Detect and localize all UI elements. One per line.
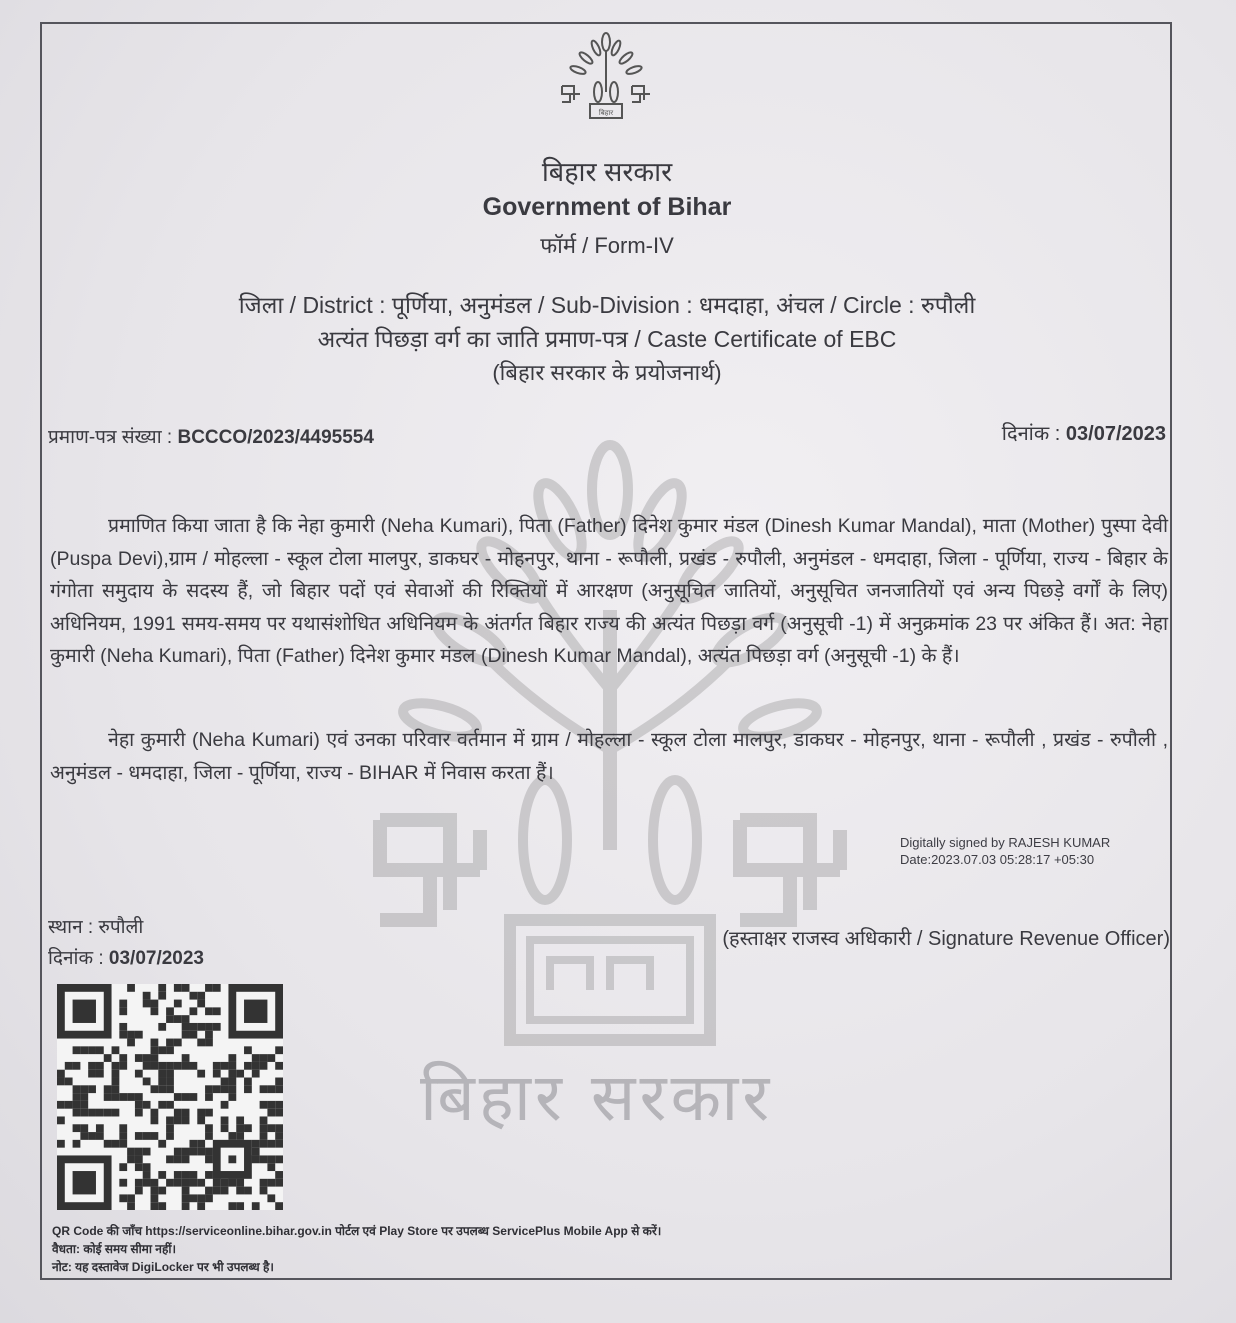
footer-validity: वैधता: कोई समय सीमा नहीं। (52, 1242, 176, 1256)
digital-signature-date: Date:2023.07.03 05:28:17 +05:30 (900, 852, 1095, 867)
title-hindi: बिहार सरकार (541, 157, 673, 187)
logo-text: बिहार (598, 110, 614, 117)
place-date-value: 03/07/2023 (108, 948, 204, 969)
district-line: जिला / District : पूर्णिया, अनुमंडल / Sub-Division : धमदाहा, अंचल / Circle : रुपौली (238, 292, 976, 318)
place-date (48, 944, 204, 970)
certificate-date-label: दिनांक : (1001, 423, 1066, 445)
place-date-label: दिनांक : (48, 948, 109, 969)
body-paragraph-1-text: प्रमाणित किया जाता है कि नेहा कुमारी (Neha Kumari), पिता (Father) दिनेश कुमार मंडल (Dinesh Kumar Mandal), माता (Mother) पुस्पा देवी (Puspa Devi),ग्राम / मोहल्ला - स्कूल टोला मालपुर, डाकघर - मोहनपुर, थाना - रूपौली, प्रखंड - रुपौली, अनुमंडल - धमदाहा, जिला - पूर्णिया, राज्य - बिहार के गंगोता समुदाय के सदस्य हैं, जो बिहार पदों एवं सेवाओं की रिक्तियों में आरक्षण (अनुसूचित जातियों, अनुसूचित जनजातियों एवं अन्य पिछड़े वर्गों के लिए) अधिनियम, 1991 समय-समय पर यथासंशोधित अधिनियम के अंतर्गत बिहार राज्य की अत्यंत पिछड़ा वर्ग (अनुसूची -1) में अनुक्रमांक 23 पर अंकित हैं। अत: नेहा कुमारी (Neha Kumari), पिता (Father) दिनेश कुमार मंडल (Dinesh Kumar Mandal), अत्यंत पिछड़ा वर्ग (अनुसूची -1) के हैं। (50, 515, 1168, 667)
form-label: फॉर्म / Form-IV (540, 233, 674, 258)
certificate-number-value: BCCCO/2023/4495554 (177, 427, 374, 448)
bihar-emblem-logo (556, 30, 656, 122)
caste-certificate-line: अत्यंत पिछड़ा वर्ग का जाति प्रमाण-पत्र / Caste Certificate of EBC (317, 326, 897, 352)
title-english: Government of Bihar (482, 193, 732, 221)
footer-notes (52, 1222, 661, 1276)
body-paragraph-1 (50, 510, 1168, 673)
certificate-date-value: 03/07/2023 (1065, 423, 1166, 445)
qr-code[interactable] (55, 984, 285, 1210)
certificate-number (48, 423, 374, 449)
certificate-number-label: प्रमाण-पत्र संख्या : (48, 427, 178, 448)
purpose-line: (बिहार सरकार के प्रयोजनार्थ) (492, 360, 722, 385)
watermark-text: बिहार सरकार (420, 1059, 774, 1136)
body-paragraph-2 (50, 724, 1168, 789)
footer-digilocker-note: नोट: यह दस्तावेज DigiLocker पर भी उपलब्ध है। (52, 1260, 274, 1274)
body-paragraph-2-text: नेहा कुमारी (Neha Kumari) एवं उनका परिवार वर्तमान में ग्राम / मोहल्ला - स्कूल टोला मालपुर, डाकघर - मोहनपुर, थाना - रूपौली , प्रखंड - रुपौली , अनुमंडल - धमदाहा, जिला - पूर्णिया, राज्य - BIHAR में निवास करता हैं। (50, 729, 1168, 784)
digital-signature (900, 834, 1110, 868)
footer-qr-note: QR Code की जाँच https://serviceonline.bihar.gov.in पोर्टल एवं Play Store पर उपलब्ध ServicePlus Mobile App से करें। (52, 1224, 662, 1238)
signature-revenue-officer: (हस्ताक्षर राजस्व अधिकारी / Signature Revenue Officer) (722, 928, 1170, 950)
certificate-date (1002, 419, 1166, 446)
place-label: स्थान : रुपौली (48, 917, 144, 938)
digital-signature-name: Digitally signed by RAJESH KUMAR (900, 835, 1111, 850)
